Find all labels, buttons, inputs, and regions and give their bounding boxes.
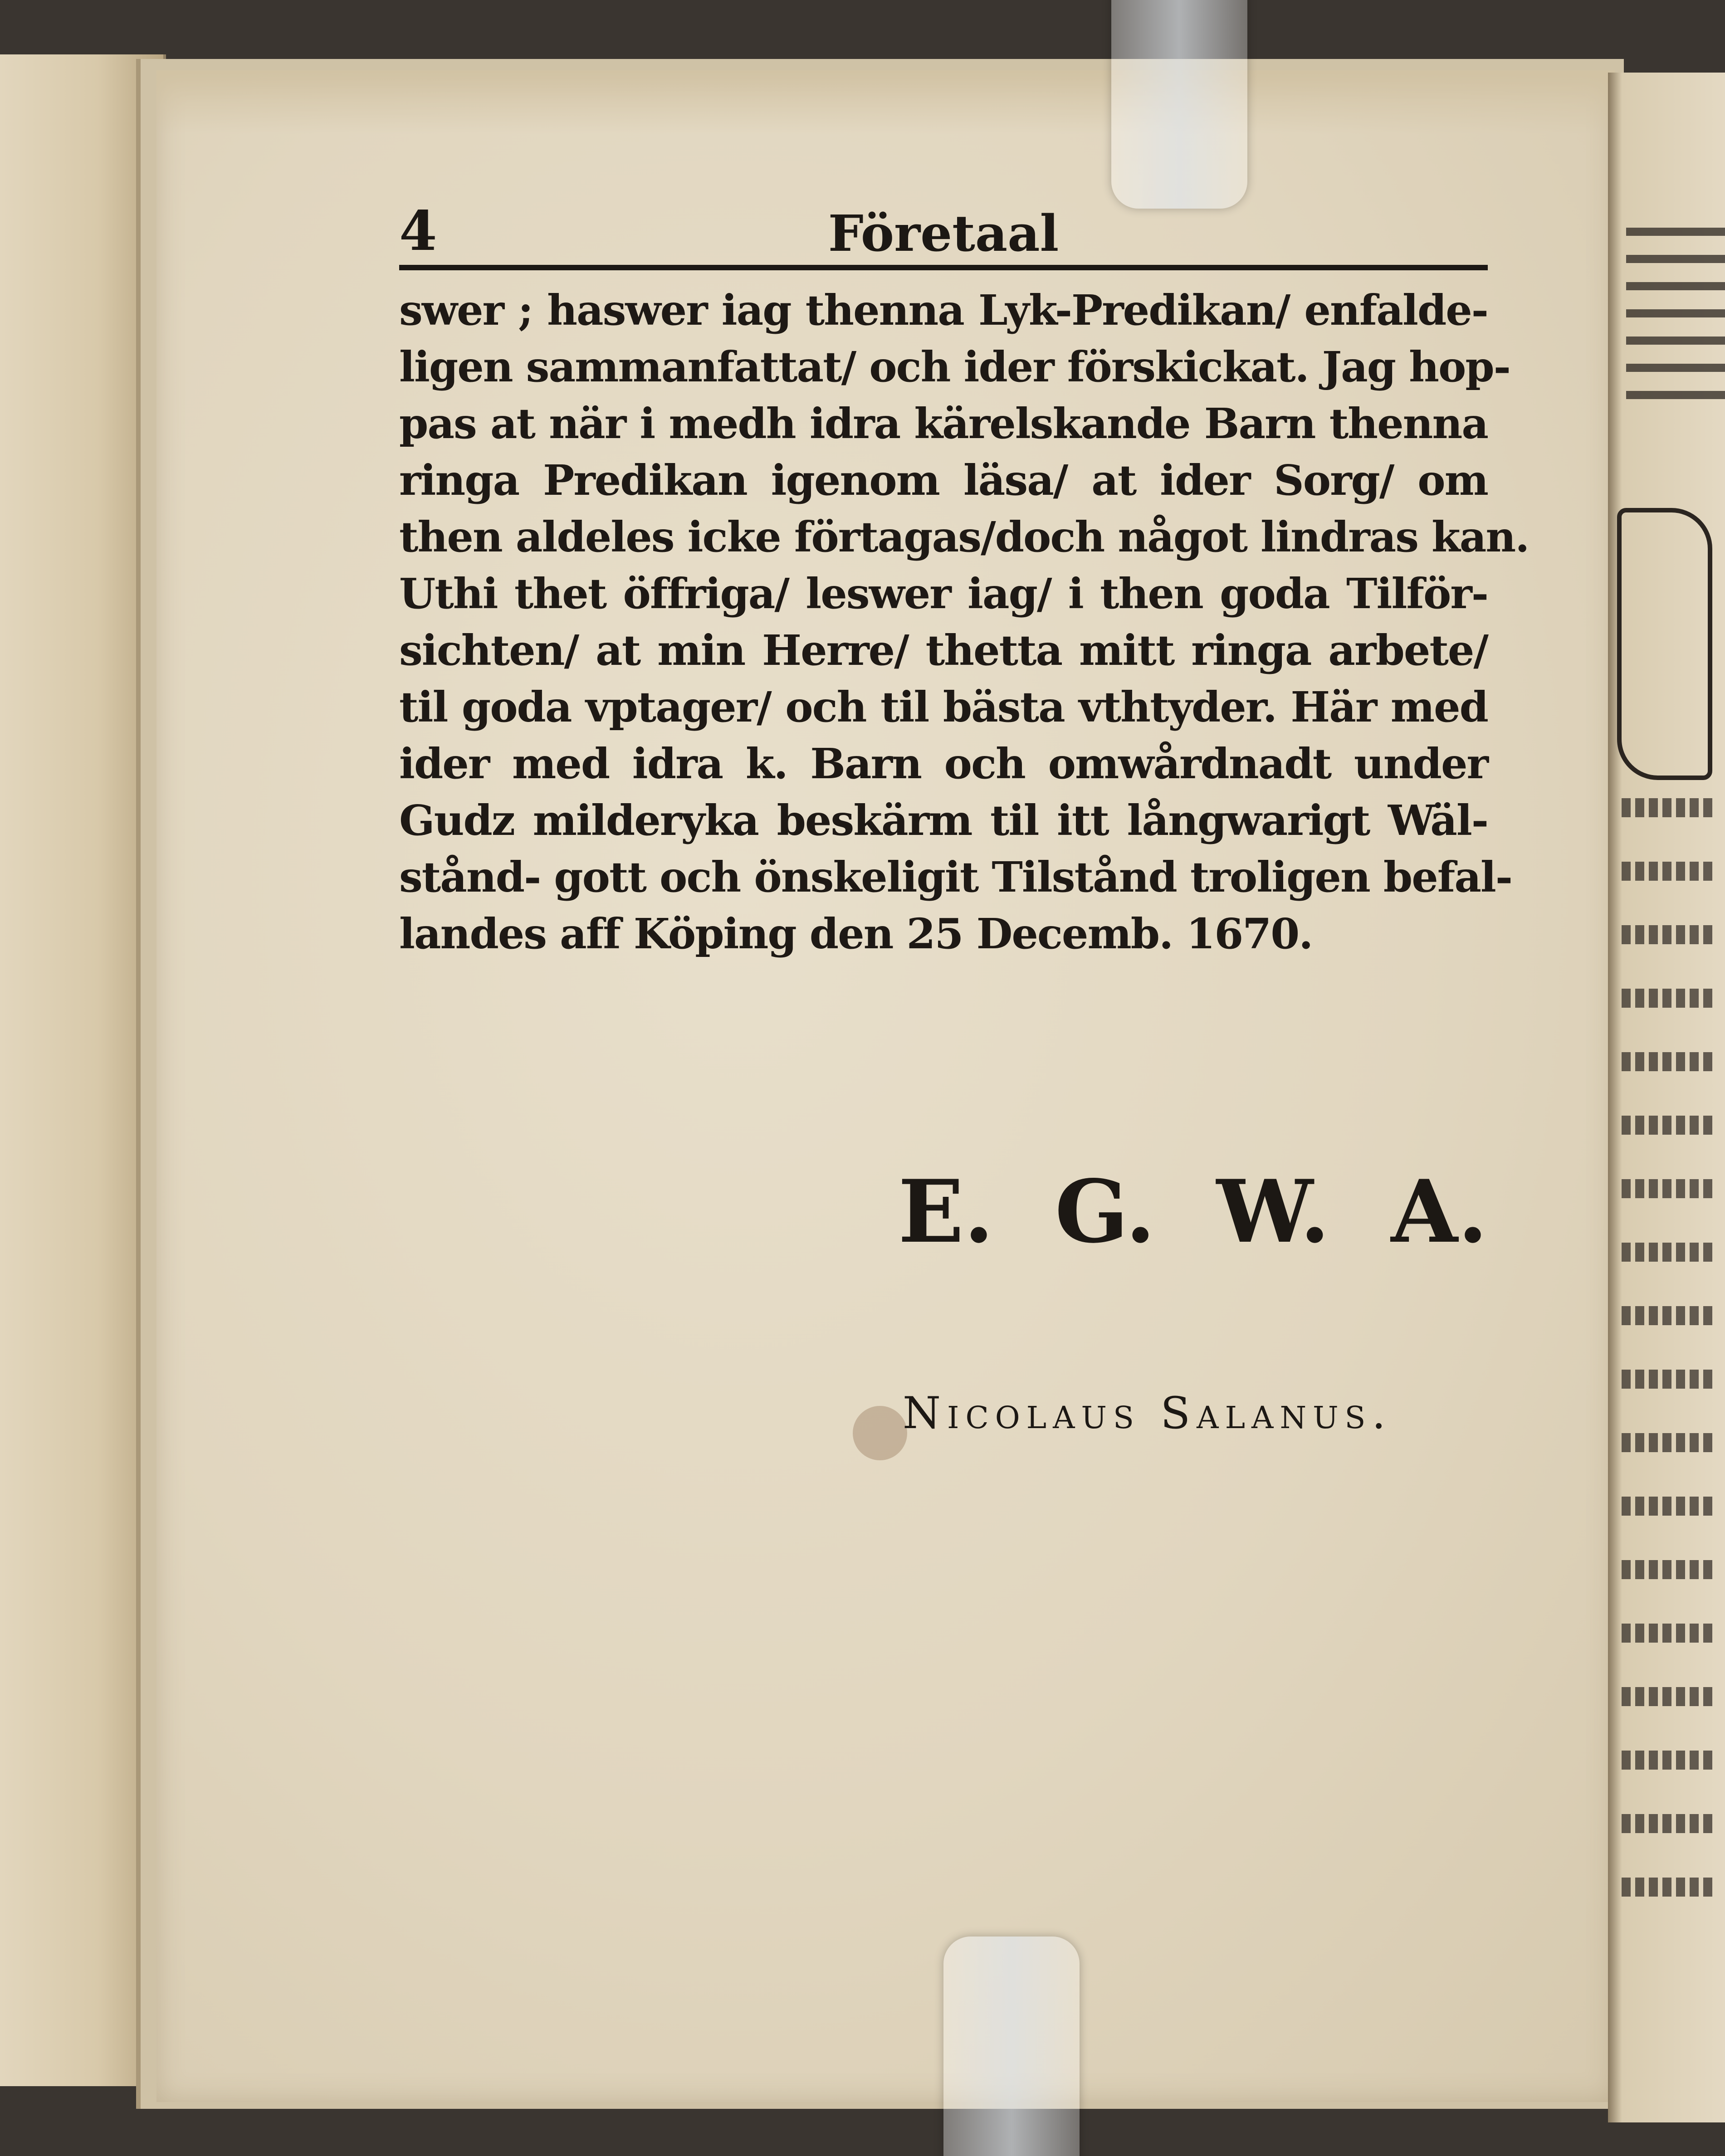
initial: A.: [1391, 1161, 1488, 1262]
signature-initials: [898, 1161, 1488, 1262]
text-line: stånd- gott och önskeligit Tilstånd troligen befal-: [399, 853, 1512, 902]
page-number: 4: [399, 199, 437, 263]
ink-stain: [853, 1406, 907, 1460]
text-fragment: [1622, 1624, 1717, 1643]
text-line: landes aff Köping den 25 Decemb. 1670.: [399, 909, 1313, 958]
page-wear: [156, 70, 1615, 134]
text-line: Gudz milderyka beskärm til itt långwarigt Wäl-: [399, 796, 1488, 845]
running-head-title: Företaal: [828, 204, 1059, 263]
text-fragment: [1622, 1433, 1717, 1452]
text-fragment: [1622, 1878, 1717, 1897]
text-fragment: [1622, 1560, 1717, 1579]
text-line: til goda vptager/ och til bästa vthtyder. Här med: [399, 683, 1488, 732]
text-fragment: [1622, 862, 1717, 881]
text-line: ider med idra k. Barn och omwårdnadt under: [399, 739, 1488, 788]
text-line: ligen sammanfattat/ och ider förskickat. Jag hop-: [399, 342, 1510, 391]
text-line: pas at när i medh idra kärelskande Barn thenna: [399, 399, 1488, 448]
text-fragment: [1622, 1814, 1717, 1833]
text-line: then aldeles icke förtagas/doch något lindras kan.: [399, 512, 1529, 561]
running-head: [399, 195, 1488, 263]
book-clip-bottom: [943, 1936, 1080, 2156]
book-clip-top: [1111, 0, 1247, 209]
body-text: [399, 282, 1529, 962]
text-fragment: [1622, 1751, 1717, 1770]
text-line: sichten/ at min Herre/ thetta mitt ringa arbete/: [399, 626, 1488, 675]
text-fragment: [1622, 1243, 1717, 1262]
text-line: Uthi thet öffriga/ leswer iag/ i then goda Tilför-: [399, 569, 1488, 618]
text-block: [399, 195, 1529, 962]
text-fragment: [1622, 1116, 1717, 1135]
text-line: ringa Predikan igenom läsa/ at ider Sorg/ om: [399, 456, 1488, 505]
initial: E.: [898, 1161, 994, 1262]
decorated-initial: [1617, 508, 1712, 780]
text-fragment: [1622, 1370, 1717, 1389]
text-fragment: [1622, 1497, 1717, 1516]
text-fragment: [1622, 925, 1717, 944]
text-fragment: [1622, 1687, 1717, 1706]
right-page-edge: [1608, 73, 1725, 2122]
text-fragment: [1622, 1179, 1717, 1198]
initial: G.: [1055, 1161, 1156, 1262]
text-fragment: [1622, 989, 1717, 1008]
head-rule: [399, 265, 1488, 270]
ornament-band: [1626, 218, 1725, 399]
text-fragment: [1622, 1306, 1717, 1325]
text-fragment: [1622, 798, 1717, 817]
text-fragment: [1622, 1052, 1717, 1071]
text-line: swer ; haswer iag thenna Lyk-Predikan/ enfalde-: [399, 286, 1488, 335]
initial: W.: [1216, 1161, 1330, 1262]
author-name: Nicolaus Salanus.: [903, 1388, 1392, 1439]
